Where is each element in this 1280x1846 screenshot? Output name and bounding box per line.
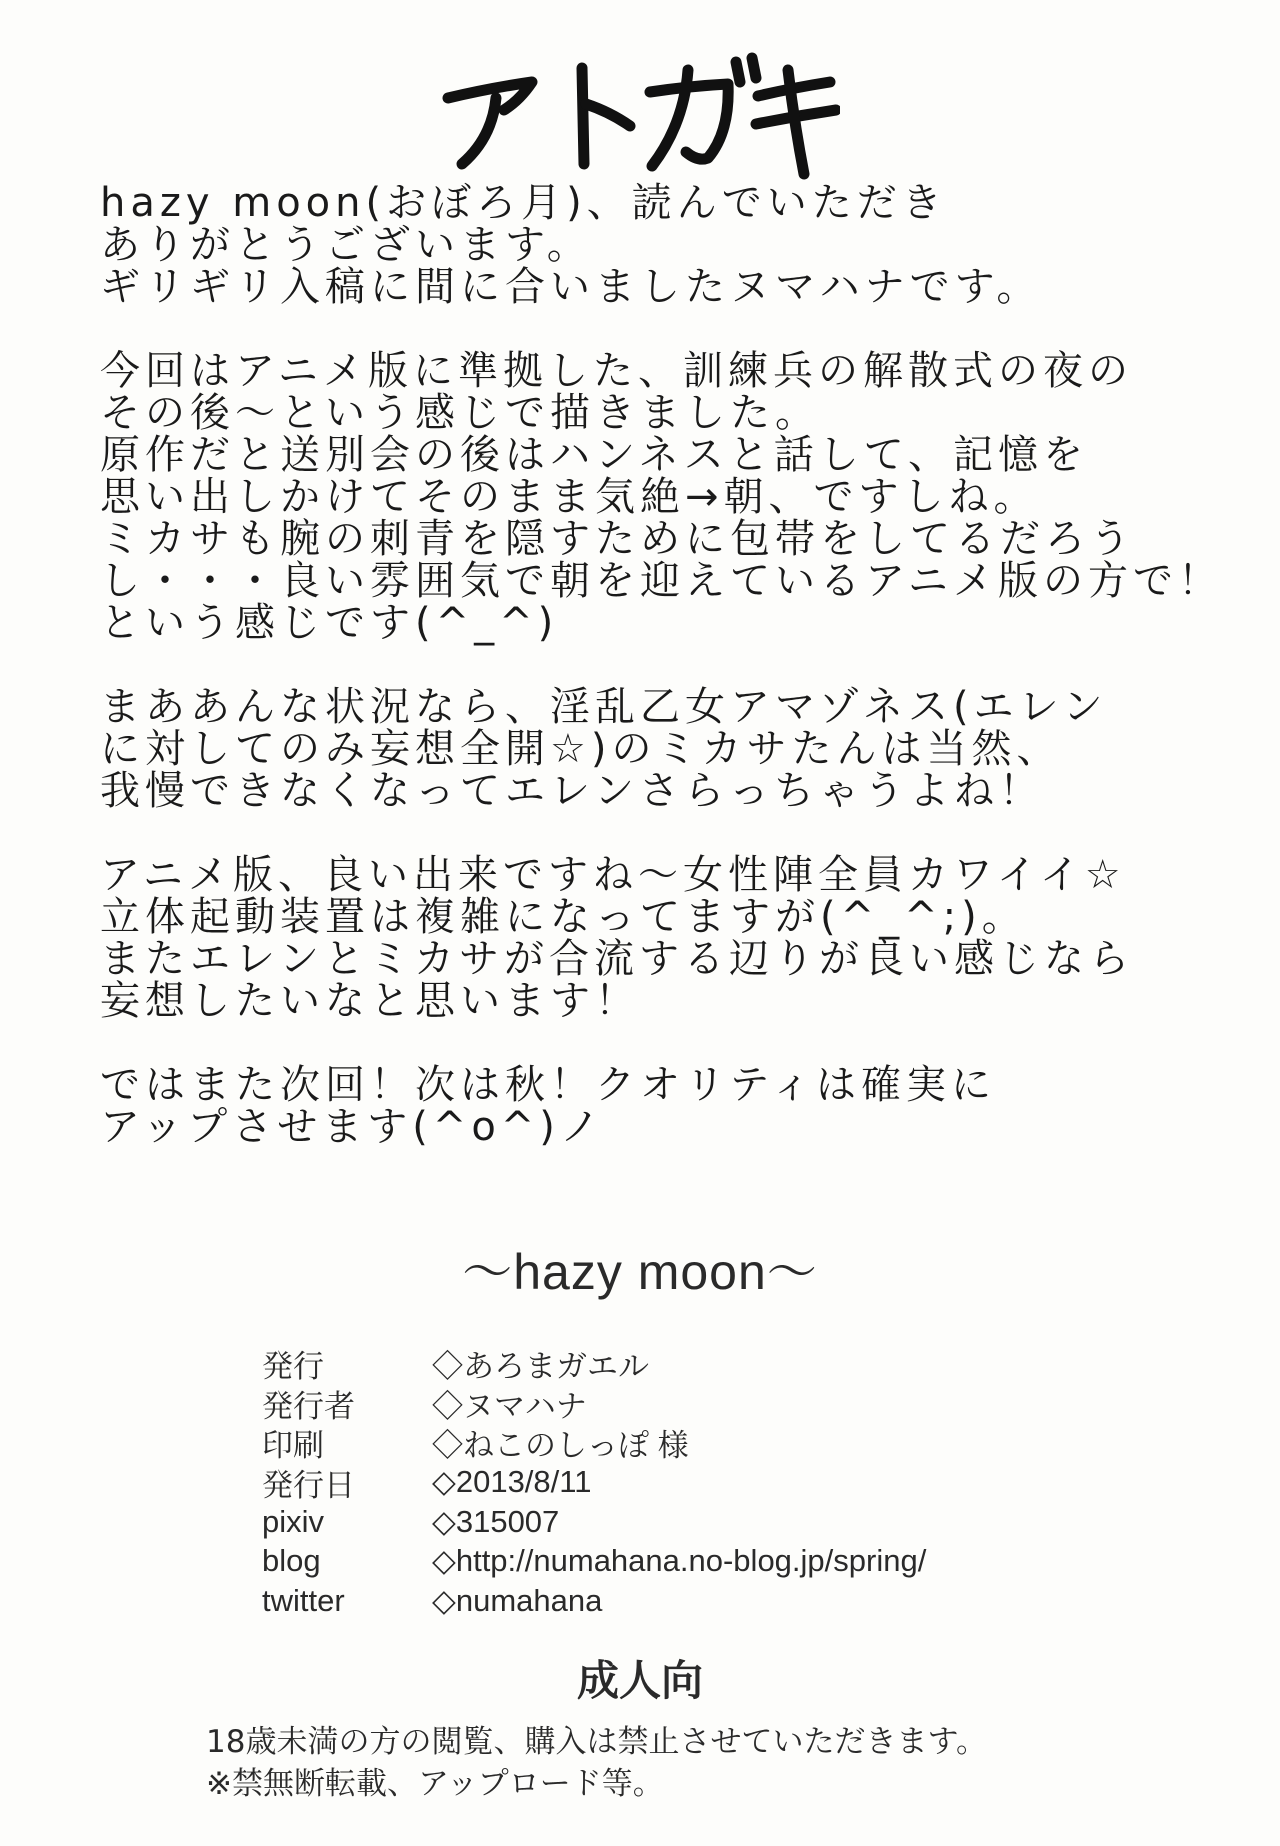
colophon-label: 発行者: [262, 1388, 355, 1424]
colophon-row-author: [262, 1384, 1062, 1424]
text-line: 立体起動装置は複雑になってますが(^_^;)。: [100, 894, 1027, 940]
colophon-label: blog: [262, 1543, 321, 1579]
adult-rating-label: 成人向: [576, 1656, 703, 1705]
colophon-row-printer: [262, 1423, 1062, 1463]
afterword-body: [100, 180, 1223, 1150]
notice-line: ※禁無断転載、アップロード等。: [206, 1766, 664, 1802]
text-line: ミカサも腕の刺青を隠すために包帯をしてるだろう: [100, 516, 1135, 562]
text-line: 今回はアニメ版に準拠した、訓練兵の解散式の夜の: [100, 348, 1133, 394]
colophon-value: ◇あろまガエル: [432, 1349, 649, 1385]
colophon-row-pixiv: [262, 1502, 1062, 1542]
age-notice: [206, 1721, 1106, 1805]
colophon-label: 印刷: [262, 1428, 324, 1464]
text-line: ではまた次回！次は秋！クオリティは確実に: [100, 1062, 996, 1108]
colophon-value: ◇numahana: [432, 1582, 603, 1618]
text-line: アニメ版、良い出来ですね〜女性陣全員カワイイ☆: [100, 852, 1126, 898]
colophon-value: ◇315007: [432, 1503, 560, 1539]
colophon-value: ◇http://numahana.no-blog.jp/spring/: [432, 1543, 927, 1579]
paragraph-anime: [100, 854, 1200, 1022]
text-line: ありがとうございます。: [100, 222, 592, 268]
paragraph-next: [100, 1064, 1200, 1148]
text-line: ギリギリ入稿に間に合いましたヌマハナです。: [100, 264, 1042, 310]
circle-name: 〜hazy moon〜: [462, 1244, 818, 1300]
text-line: 我慢できなくなってエレンさらっちゃうよね！: [100, 768, 1044, 814]
text-line: まああんな状況なら、淫乱乙女アマゾネス(エレン: [100, 684, 1108, 730]
text-line: アップさせます(^o^)ノ: [100, 1104, 605, 1150]
text-line: その後〜という感じで描きました。: [100, 390, 820, 436]
colophon-value: ◇2013/8/11: [432, 1464, 592, 1500]
text-line: hazy moon(おぼろ月)、読んでいただき: [100, 180, 947, 226]
handwritten-title-logo: [440, 52, 840, 182]
colophon-label: twitter: [262, 1582, 345, 1618]
colophon-label: 発行: [262, 1349, 324, 1385]
paragraph-mikasa: [100, 686, 1200, 812]
afterword-title: [440, 52, 840, 182]
text-line: またエレンとミカサが合流する辺りが良い感じなら: [100, 936, 1134, 982]
text-line: に対してのみ妄想全開☆)のミカサたんは当然、: [100, 726, 1062, 772]
notice-line: 18歳未満の方の閲覧、購入は禁止させていただきます。: [206, 1724, 987, 1760]
colophon-label: 発行日: [262, 1467, 355, 1503]
colophon-row-twitter: [262, 1581, 1062, 1621]
text-line: し・・・良い雰囲気で朝を迎えているアニメ版の方で！: [100, 558, 1223, 604]
colophon-label: pixiv: [262, 1503, 325, 1539]
paragraph-thanks: [100, 182, 1200, 308]
colophon-table: [262, 1344, 1062, 1621]
paragraph-story: [100, 348, 1223, 646]
colophon-value: ◇ねこのしっぽ 様: [432, 1428, 689, 1464]
colophon-row-blog: [262, 1542, 1062, 1582]
colophon-row-publisher: [262, 1344, 1062, 1384]
text-line: 思い出しかけてそのまま気絶→朝、ですしね。: [100, 474, 1039, 520]
text-line: という感じです(^_^): [100, 600, 559, 646]
text-line: 原作だと送別会の後はハンネスと話して、記憶を: [100, 432, 1088, 478]
colophon-value: ◇ヌマハナ: [432, 1388, 587, 1424]
colophon-row-date: [262, 1463, 1062, 1503]
text-line: 妄想したいなと思います！: [100, 978, 640, 1024]
